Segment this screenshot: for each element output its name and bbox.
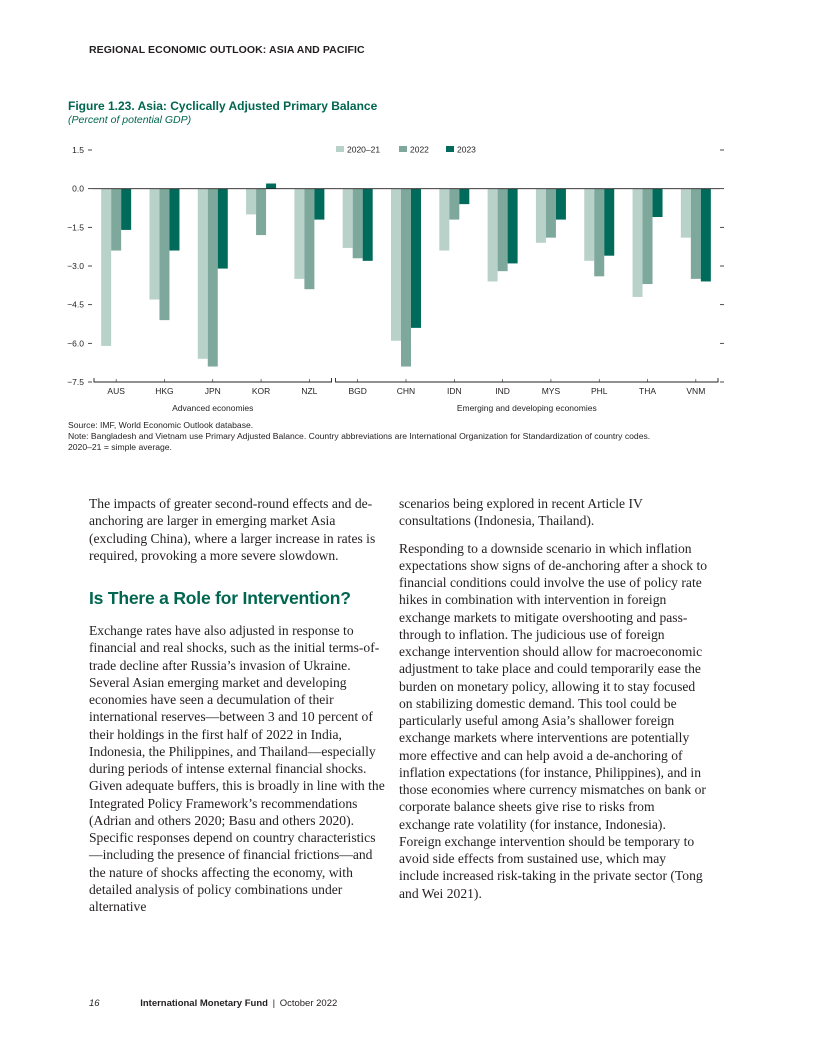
bar-hkg-1 <box>159 189 169 320</box>
bar-hkg-2 <box>169 189 179 251</box>
bar-idn-2 <box>459 189 469 204</box>
bar-aus-0 <box>101 189 111 346</box>
figure-subtitle: (Percent of potential GDP) <box>68 114 192 126</box>
bar-vnm-1 <box>691 189 701 279</box>
x-tick-label: THA <box>639 386 657 396</box>
bar-kor-1 <box>256 189 266 235</box>
bar-bgd-2 <box>363 189 373 261</box>
running-header: REGIONAL ECONOMIC OUTLOOK: ASIA AND PACIFIC <box>89 44 365 56</box>
legend-label: 2022 <box>410 144 429 155</box>
bar-mys-1 <box>546 189 556 238</box>
bar-bgd-0 <box>343 189 353 248</box>
section-heading: Is There a Role for Intervention? <box>89 588 351 608</box>
figure-notes <box>68 420 748 453</box>
footer-separator: | <box>272 998 276 1009</box>
x-group-label: Emerging and developing economies <box>456 403 597 413</box>
legend-swatch <box>336 146 344 152</box>
x-tick-label: BGD <box>348 386 367 396</box>
bar-mys-0 <box>536 189 546 243</box>
abbreviation-note: Note: Bangladesh and Vietnam use Primary Adjusted Balance. Country abbreviations are International Organization for Standardization of country codes. <box>68 431 651 441</box>
bar-chart <box>60 138 740 420</box>
bar-vnm-0 <box>681 189 691 238</box>
bar-aus-2 <box>121 189 131 230</box>
bar-phl-2 <box>604 189 614 256</box>
x-tick-label: MYS <box>541 386 561 396</box>
body-paragraph: Responding to a downside scenario in which inflation expectations show signs of de-anchoring after a shock to financial conditions could involve the use of policy rate hikes in combination with intervention in foreign exchange markets to mitigate overshooting and pass-through to inflation. The judicious use of foreign exchange intervention should allow for macroeconomic adjustment to take place and could temporarily ease the burden on monetary policy, allowing it to stay focused on stabilizing domestic demand. This tool could be particularly useful among Asia’s shallower foreign exchange markets where interventions are potentially more effective and can help avoid a de-anchoring of inflation expectations (for instance, Philippines), and in those economies where currency mismatches on bank or corporate balance sheets give rise to risks from exchange rate volatility (for instance, Indonesia). Foreign exchange intervention should be temporary to avoid side effects from sustained use, which may include increased risk-taking in the private sector (Tong and Wei 2021). <box>399 540 708 901</box>
x-tick-label: IND <box>495 386 510 396</box>
y-tick-label: 0.0 <box>72 183 84 194</box>
x-tick-label: VNM <box>686 386 706 396</box>
bar-tha-1 <box>643 189 653 284</box>
legend-label: 2023 <box>457 144 476 155</box>
x-tick-label: AUS <box>107 386 125 396</box>
bar-nzl-0 <box>294 189 304 279</box>
legend-swatch <box>446 146 454 152</box>
x-tick-label: JPN <box>204 386 221 396</box>
y-tick-label: −4.5 <box>67 299 84 310</box>
page-number: 16 <box>89 998 100 1009</box>
page-footer <box>89 998 337 1009</box>
bar-aus-1 <box>111 189 121 251</box>
figure-title: Figure 1.23. Asia: Cyclically Adjusted Primary Balance <box>68 99 378 113</box>
bar-chn-1 <box>401 189 411 367</box>
average-note: 2020–21 = simple average. <box>68 442 172 452</box>
body-paragraph: Exchange rates have also adjusted in response to financial and real shocks, such as the initial terms-of-trade decline after Russia’s invasion of Ukraine. Several Asian emerging market and developing economies have seen a decumulation of their international reserves—between 3 and 10 percent of their holdings in the first half of 2022 in India, Indonesia, the Philippines, and Thailand—especially during periods of intense external financial shocks. Given adequate buffers, this is broadly in line with the Integrated Policy Framework’s recommendations (Adrian and others 2020; Basu and others 2020). Specific responses depend on country characteristics—including the presence of financial frictions—and the nature of shocks affecting the economy, with detailed analysis of policy combinations under alternative <box>89 623 385 914</box>
bar-ind-2 <box>508 189 518 264</box>
bar-tha-2 <box>653 189 663 217</box>
bar-chn-0 <box>391 189 401 341</box>
bar-kor-2 <box>266 184 276 189</box>
bar-idn-0 <box>439 189 449 251</box>
x-group-label: Advanced economies <box>172 403 254 413</box>
bar-kor-0 <box>246 189 256 215</box>
x-tick-label: HKG <box>155 386 174 396</box>
body-paragraph: The impacts of greater second-round effects and de-anchoring are larger in emerging market Asia (excluding China), where a larger increase in rates is required, provoking a more severe slowdown. <box>89 496 376 563</box>
x-tick-label: IDN <box>446 386 462 396</box>
bar-phl-1 <box>594 189 604 277</box>
bar-hkg-0 <box>149 189 159 300</box>
x-axis-group-line <box>336 378 718 382</box>
x-tick-label: KOR <box>251 386 271 396</box>
x-tick-label: NZL <box>301 386 318 396</box>
bar-chn-2 <box>411 189 421 328</box>
y-tick-label: −3.0 <box>67 261 84 271</box>
y-tick-label: −6.0 <box>67 338 84 349</box>
source-note: Source: IMF, World Economic Outlook database. <box>68 420 254 430</box>
bar-tha-0 <box>633 189 643 297</box>
y-tick-label: −1.5 <box>67 222 84 233</box>
publication-date: October 2022 <box>279 998 338 1009</box>
bar-idn-1 <box>449 189 459 220</box>
bar-jpn-2 <box>218 189 228 269</box>
body-paragraph: scenarios being explored in recent Article IV consultations (Indonesia, Thailand). <box>399 496 643 529</box>
body-column-left <box>89 495 389 925</box>
bar-ind-0 <box>488 189 498 282</box>
bar-jpn-1 <box>208 189 218 367</box>
publisher-name: International Monetary Fund <box>140 998 268 1009</box>
bar-nzl-1 <box>304 189 314 290</box>
bar-ind-1 <box>498 189 508 271</box>
bar-nzl-2 <box>314 189 324 220</box>
bar-mys-2 <box>556 189 566 220</box>
bar-phl-0 <box>584 189 594 261</box>
bar-jpn-0 <box>198 189 208 359</box>
x-tick-label: CHN <box>396 386 416 396</box>
x-tick-label: PHL <box>590 386 608 396</box>
legend-swatch <box>399 146 407 152</box>
bar-vnm-2 <box>701 189 711 282</box>
legend-label: 2020–21 <box>347 144 381 155</box>
y-tick-label: 1.5 <box>72 145 84 155</box>
y-tick-label: −7.5 <box>67 377 84 387</box>
body-column-right <box>399 495 709 912</box>
bar-bgd-1 <box>353 189 363 259</box>
